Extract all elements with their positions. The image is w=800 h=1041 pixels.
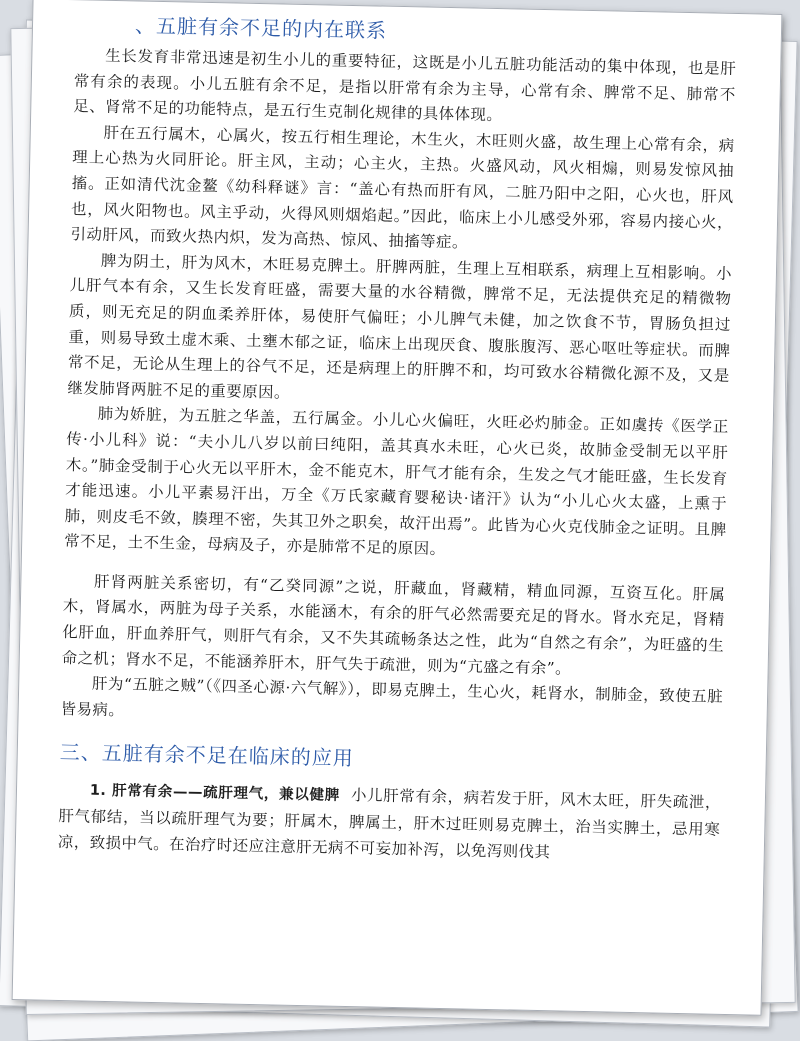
paragraph: 生长发育非常迅速是初生小儿的重要特征，这既是小儿五脏功能活动的集中体现，也是肝常有余的表现。小儿五脏有余不足，是指以肝常有余为主导，心常有余、脾常不足、肺常不足、肾常不足的功能特点，是五行生克制化规律的具体体现。 (73, 46, 737, 125)
document-page (12, 0, 783, 1016)
paragraph: 肝为“五脏之贼”（《四圣心源·六气解》），即易克脾土，生心火，耗肾水，制肺金，致使五脏皆易病。 (60, 674, 724, 720)
page-content (58, 8, 738, 869)
section-title: 、五脏有余不足的内在联系 (134, 13, 388, 43)
subheading: 1. 肝常有余——疏肝理气，兼以健脾 (89, 783, 341, 805)
paragraph: 肝肾两脏关系密切，有“乙癸同源”之说，肝藏血，肾藏精，精血同源，互资互化。肝属木，肾属水，两脏为母子关系，水能涵木，有余的肝气必然需要充足的肾水。肾水充足，肾精化肝血，肝血养肝气，则肝气有余，又不失其疏畅条达之性，此为“自然之有余”，为旺盛的生命之机；肾水不足，不能涵养肝木，肝气失于疏泄，则为“亢盛之有余”。 (61, 572, 726, 678)
section-title: 三、五脏有余不足在临床的应用 (59, 740, 354, 771)
paragraph: 肺为娇脏，为五脏之华盖，五行属金。小儿心火偏旺，火旺必灼肺金。正如虞抟《医学正传·小儿科》说：“夫小儿八岁以前曰纯阳，盖其真水未旺，心火已炎，故肺金受制无以平肝木。”肺金受制于心火无以平肝木，金不能克木，肝气才能有余，生发之气才能旺盛，生长发育才能迅速。小儿平素易汗出，万全《万氏家藏育婴秘诀·诸汗》认为“小儿心火太盛，上熏于肺，则皮毛不敛，腠理不密，失其卫外之职矣，故汗出焉”。此皆为心火克伐肺金之证明。且脾常不足，土不生金，母病及子，亦是肺常不足的原因。 (64, 405, 729, 559)
paragraph: 肝在五行属木，心属火，按五行相生理论，木生火，木旺则火盛，故生理上心常有余，病理上心热为火同肝论。肝主风，主动；心主火，主热。火盛风动，风火相煽，则易发惊风抽搐。正如清代沈金鳌《幼科释谜》言：“盖心有热而肝有风，二脏乃阳中之阳，心火也，肝风也，风火阳物也。风主乎动，火得风则烟焰起。”因此，临床上小儿感受外邪，容易内接心火，引动肝风，而致火热内炽，发为高热、惊风、抽搐等症。 (70, 123, 735, 252)
paragraph-body: 小儿肝常有余，病若发于肝，风木太旺，肝失疏泄，肝气郁结，当以疏肝理气为要；肝属木，脾属土，肝木过旺则易克脾土，治当实脾土，忌用寒凉，致损中气。在治疗时还应注意肝无病不可妄加补泻，以免泻则伐其 (57, 786, 722, 861)
paragraph (58, 777, 721, 869)
paragraph: 脾为阴土，肝为风木，木旺易克脾土。肝脾两脏，生理上互相联系，病理上互相影响。小儿肝气本有余，又生长发育旺盛，需要大量的水谷精微，脾常不足，无法提供充足的精微物质，则无充足的阴血柔养肝体，易使肝气偏旺；小儿脾气未健，加之饮食不节，胃肠负担过重，则易导致土虚木乘、土壅木郁之证，临床上出现厌食、腹胀腹泻、恶心呕吐等症状。而脾常不足，无论从生理上的谷气不足，还是病理上的肝脾不和，均可致水谷精微化源不及，又是继发肺肾两脏不足的重要原因。 (67, 251, 733, 402)
